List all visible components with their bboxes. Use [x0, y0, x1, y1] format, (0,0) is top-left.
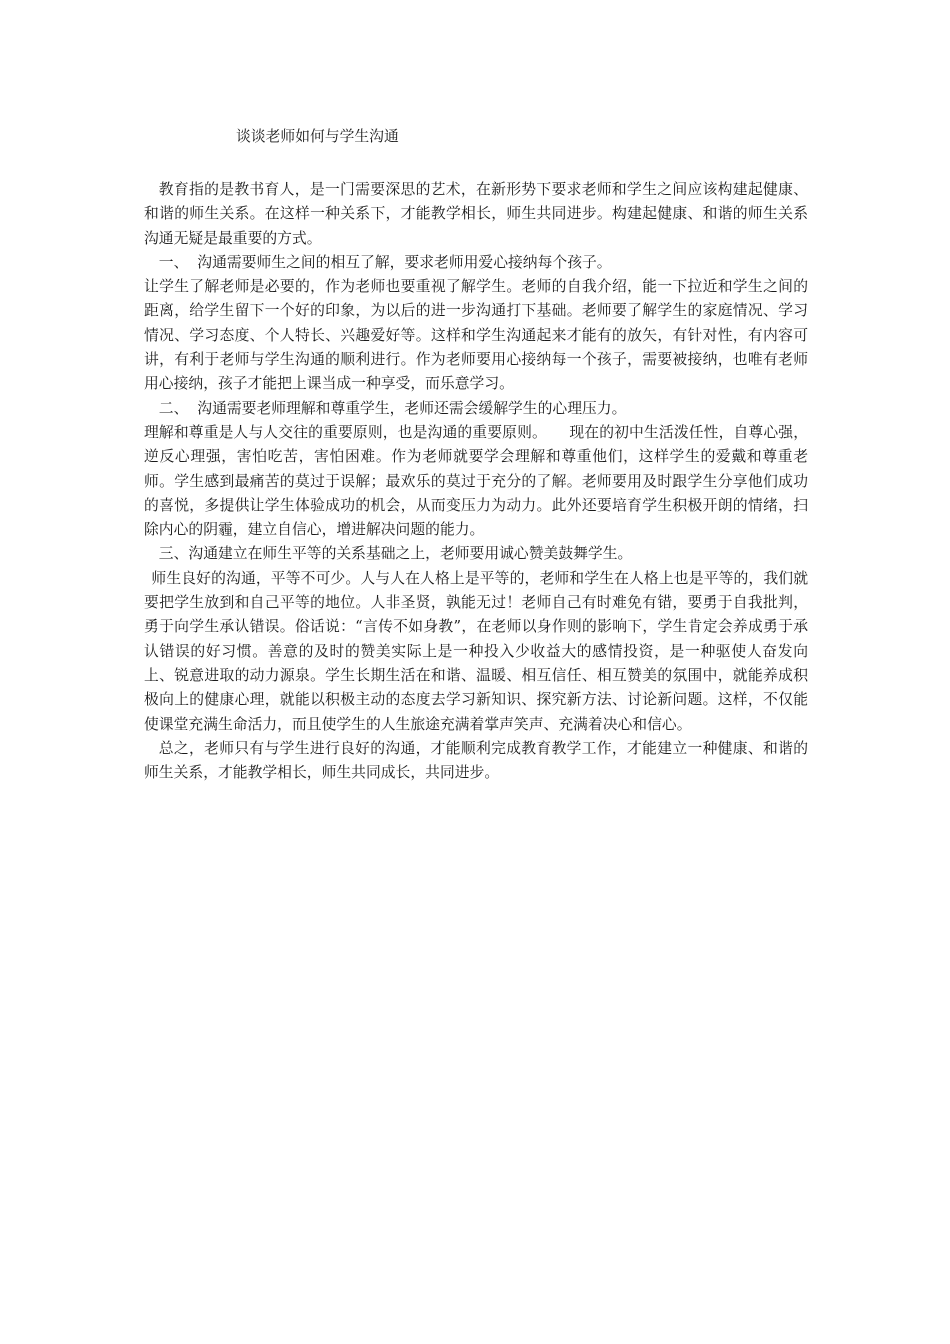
section-2-number: 二、	[158, 399, 189, 417]
intro-paragraph: 教育指的是教书育人，是一门需要深思的艺术，在新形势下要求老师和学生之间应该构建起健康、和谐的师生关系。在这样一种关系下，才能教学相长，师生共同进步。构建起健康、和谐的师生关系沟通无疑是最重要的方式。	[144, 181, 808, 247]
section-1-heading	[144, 251, 808, 275]
document-body	[144, 178, 808, 785]
section-3-paragraph: 师生良好的沟通，平等不可少。人与人在人格上是平等的，老师和学生在人格上也是平等的，我们就要把学生放到和自己平等的地位。人非圣贤，孰能无过！老师自己有时难免有错，要勇于自我批判，勇于向学生承认错误。俗话说：“言传不如身教”，在老师以身作则的影响下，学生肯定会养成勇于承认错误的好习惯。善意的及时的赞美实际上是一种投入少收益大的感情投资，是一种驱使人奋发向上、锐意进取的动力源泉。学生长期生活在和谐、温暖、相互信任、相互赞美的氛围中，就能养成积极向上的健康心理，就能以积极主动的态度去学习新知识、探究新方法、讨论新问题。这样，不仅能使课堂充满生命活力，而且使学生的人生旅途充满着掌声笑声、充满着决心和信心。	[144, 569, 808, 733]
document-title: 谈谈老师如何与学生沟通	[236, 128, 399, 145]
section-1-number: 一、	[158, 253, 189, 271]
section-1-paragraph: 让学生了解老师是必要的，作为老师也要重视了解学生。老师的自我介绍，能一下拉近和学生之间的距离，给学生留下一个好的印象，为以后的进一步沟通打下基础。老师要了解学生的家庭情况、学习情况、学习态度、个人特长、兴趣爱好等。这样和学生沟通起来才能有的放矢，有针对性，有内容可讲，有利于老师与学生沟通的顺利进行。作为老师要用心接纳每一个孩子，需要被接纳，也唯有老师用心接纳，孩子才能把上课当成一种享受，而乐意学习。	[144, 278, 808, 393]
section-3-heading: 三、沟通建立在师生平等的关系基础之上，老师要用诚心赞美鼓舞学生。	[158, 545, 633, 563]
section-2-heading-text: 沟通需要老师理解和尊重学生，老师还需会缓解学生的心理压力。	[197, 399, 627, 417]
section-2-paragraph: 理解和尊重是人与人交往的重要原则，也是沟通的重要原则。 现在的初中生活泼任性，自尊心强，逆反心理强，害怕吃苦，害怕困难。作为老师就要学会理解和尊重他们，这样学生的爱戴和尊重老师。学生感到最痛苦的莫过于误解；最欢乐的莫过于充分的了解。老师要用及时跟学生分享他们成功的喜悦，多提供让学生体验成功的机会，从而变压力为动力。此外还要培育学生积极开朗的情绪，扫除内心的阴霾，建立自信心，增进解决问题的能力。	[144, 423, 808, 539]
section-2-heading	[144, 397, 808, 421]
conclusion-paragraph: 总之，老师只有与学生进行良好的沟通，才能顺利完成教育教学工作，才能建立一种健康、和谐的师生关系，才能教学相长，师生共同成长，共同进步。	[144, 739, 808, 782]
section-1-heading-text: 沟通需要师生之间的相互了解，要求老师用爱心接纳每个孩子。	[197, 253, 612, 271]
